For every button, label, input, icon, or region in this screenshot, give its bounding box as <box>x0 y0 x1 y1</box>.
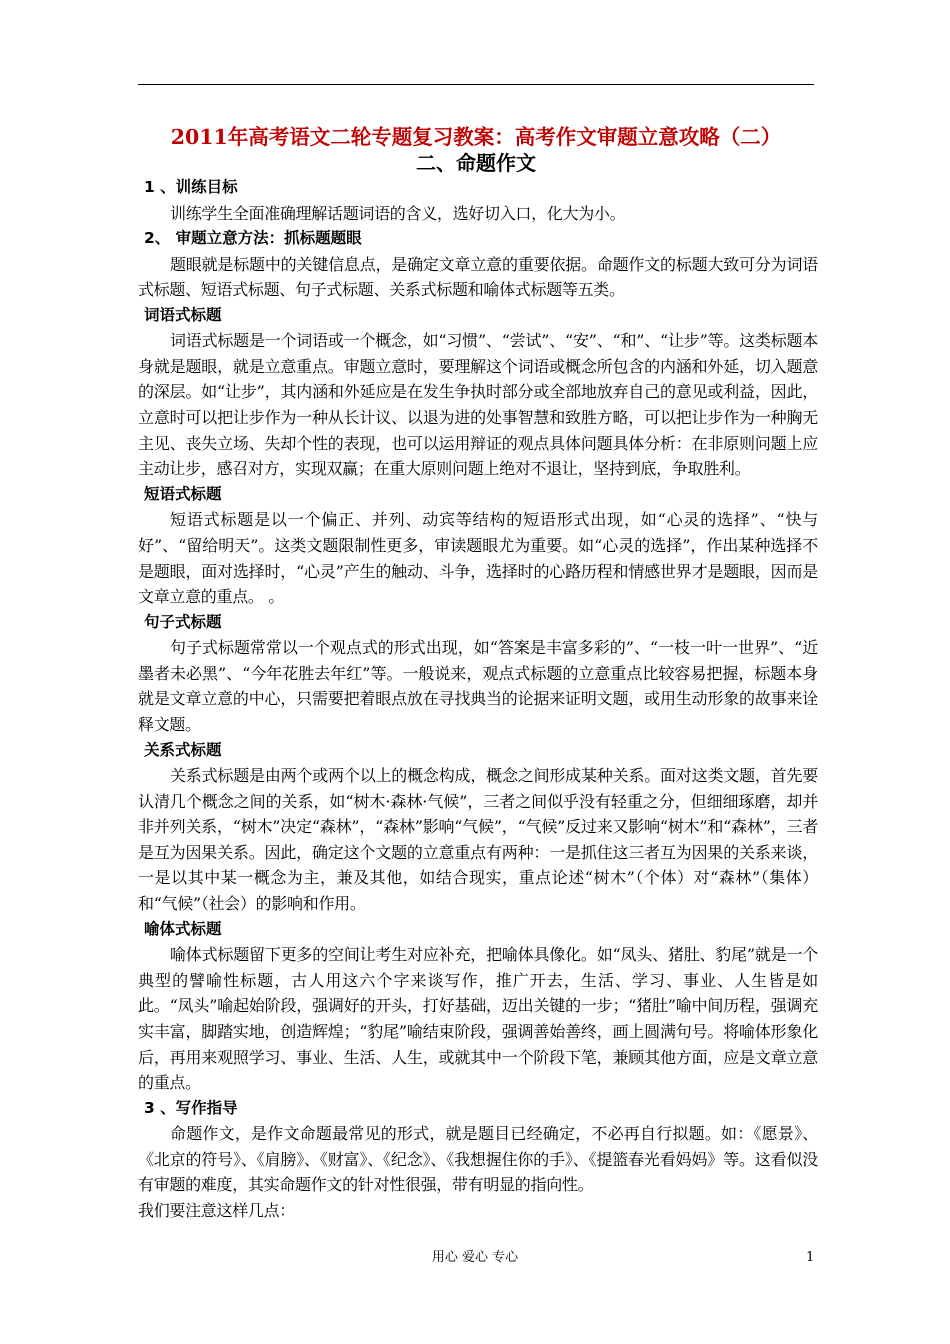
document-title: 2011年高考语文二轮专题复习教案：高考作文审题立意攻略（二） <box>170 125 782 149</box>
section-heading: 3 、写作指导 <box>144 1098 238 1117</box>
section-title: 二、命题作文 <box>416 151 536 175</box>
page-footer: 用心 爱心 专心 <box>431 1250 519 1265</box>
paragraph: 题眼就是标题中的关键信息点，是确定文章立意的重要依据。命题作文的标题大致可分为词语式标题、短语式标题、句子式标题、关系式标题和喻体式标题等五类。 <box>138 254 818 300</box>
paragraph: 喻体式标题留下更多的空间让考生对应补充，把喻体具像化。如“凤头、猪肚、豹尾”就是一个典型的譬喻性标题，古人用这六个字来谈写作，推广开去，生活、学习、事业、人生皆是如此。“凤头”喻起始阶段，强调好的开头，打好基础，迈出关键的一步；“猪肚”喻中间历程，强调充实丰富，脚踏实地，创造辉煌；“豹尾”喻结束阶段，强调善始善终，画上圆满句号。将喻体形象化后，再用来观照学习、事业、生活、人生，或就其中一个阶段下笔，兼顾其他方面，应是文章立意的重点。 <box>138 945 818 1093</box>
subsection-heading: 关系式标题 <box>144 740 222 759</box>
document-body <box>138 175 818 1224</box>
header-rule <box>138 84 814 85</box>
paragraph: 训练学生全面准确理解话题词语的含义，选好切入口，化大为小。 <box>170 203 626 223</box>
paragraph: 词语式标题是一个词语或一个概念，如“习惯”、“尝试”、“安”、“和”、“让步”等。这类标题本身就是题眼，就是立意重点。审题立意时，要理解这个词语或概念所包含的内涵和外延，切入题意的深层。如“让步”，其内涵和外延应是在发生争执时部分或全部地放弃自己的意见或利益，因此，立意时可以把让步作为一种从长计议、以退为进的处事智慧和致胜方略，可以把让步作为一种胸无主见、丧失立场、失却个性的表现，也可以运用辩证的观点具体问题具体分析：在非原则问题上应主动让步，感召对方，实现双赢；在重大原则问题上绝对不退让，坚持到底，争取胜利。 <box>138 331 818 479</box>
section-heading: 1 、训练目标 <box>144 178 238 196</box>
paragraph: 句子式标题常常以一个观点式的形式出现，如“答案是丰富多彩的”、“一枝一叶一世界”、“近墨者未必黑”、“今年花胜去年红”等。一般说来，观点式标题的立意重点比较容易把握，标题本身就是文章立意的中心，只需要把着眼点放在寻找典当的论据来证明文题，或用生动形象的故事来诠释文题。 <box>138 638 818 734</box>
paragraph: 我们要注意这样几点： <box>138 1201 296 1220</box>
section-heading: 2、 审题立意方法：抓标题题眼 <box>144 229 362 248</box>
subsection-heading: 喻体式标题 <box>144 919 222 938</box>
subsection-heading: 词语式标题 <box>144 305 222 324</box>
page-number: 1 <box>806 1250 815 1265</box>
subsection-heading: 短语式标题 <box>144 484 222 503</box>
paragraph: 关系式标题是由两个或两个以上的概念构成，概念之间形成某种关系。面对这类文题，首先要认清几个概念之间的关系，如“树木·森林·气候”，三者之间似乎没有轻重之分，但细细琢磨，却并非并列关系，“树木”决定“森林”，“森林”影响“气候”，“气候”反过来又影响“树木”和“森林”，三者是互为因果关系。因此，确定这个文题的立意重点有两种：一是抓住这三者互为因果的关系来谈，一是以其中某一概念为主，兼及其他，如结合现实，重点论述“树木”（个体）对“森林”（集体）和“气候”（社会）的影响和作用。 <box>138 766 818 914</box>
subsection-heading: 句子式标题 <box>144 612 222 631</box>
paragraph: 命题作文，是作文命题最常见的形式，就是题目已经确定，不必再自行拟题。如：《愿景》、《北京的符号》、《肩膀》、《财富》、《纪念》、《我想握住你的手》、《提篮春光看妈妈》等。这看似没有审题的难度，其实命题作文的针对性很强，带有明显的指向性。 <box>138 1124 818 1195</box>
paragraph: 短语式标题是以一个偏正、并列、动宾等结构的短语形式出现，如“心灵的选择”、“快与好”、“留给明天”。这类文题限制性更多，审读题眼尤为重要。如“心灵的选择”，作出某种选择不是题眼，面对选择时，“心灵”产生的触动、斗争，选择时的心路历程和情感世界才是题眼，因而是文章立意的重点。 。 <box>138 510 818 607</box>
